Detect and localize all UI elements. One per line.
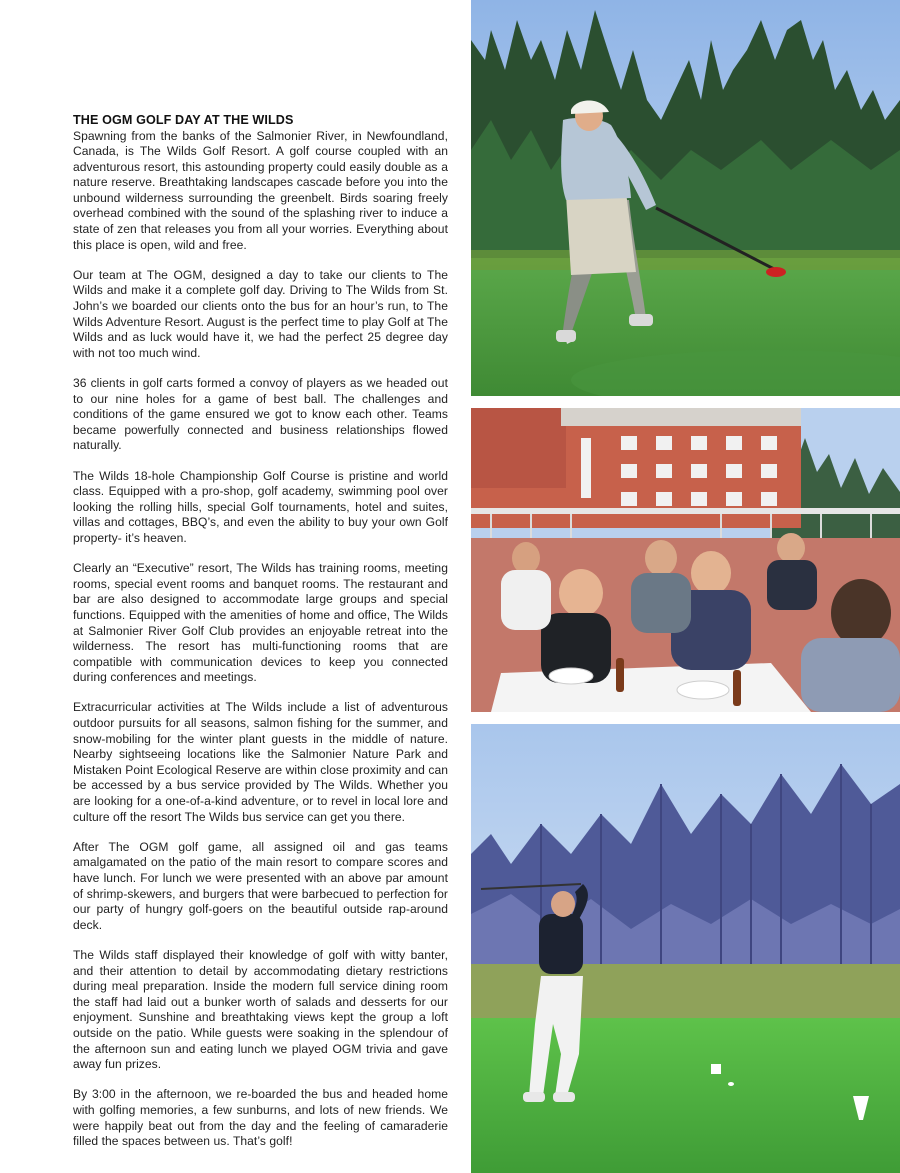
photo-golfer-fairway: [471, 724, 900, 1173]
photo-golfer-driving: [471, 0, 900, 396]
article-paragraph: After The OGM golf game, all assigned oil and gas teams amalgamated on the patio of the main resort to compare scores and have lunch. For lunch we were presented with an above par amount of shrimp-skewers, and burgers that were barbecued to perfection for our party of hungry golf-goers on the beautiful outside rap-around deck.: [73, 839, 448, 932]
article-paragraph: Extracurricular activities at The Wilds include a list of adventurous outdoor pursuits for all seasons, salmon fishing for the summer, and snow-mobiling for the winter plant guests in the middle of nature. Nearby sightseeing locations like the Salmonier Nature Park and Mistaken Point Ecological Reserve are within close proximity and can be accessed by a bus service provided by The Wilds. Whether you are looking for a one-of-a-kind adventure, or to revel in local lore and culture off the resort The Wilds bus service can get you there.: [73, 700, 448, 824]
article-paragraph: Our team at The OGM, designed a day to take our clients to The Wilds and make it a complete golf day. Driving to The Wilds from St. John’s we boarded our clients onto the bus for an hour’s run, to The Wilds Adventure Resort. August is the perfect time to play Golf at The Wilds and as luck would have it, we had the perfect 25 degree day with not too much wind.: [73, 267, 448, 360]
article-paragraph: Spawning from the banks of the Salmonier River, in Newfoundland, Canada, is The Wilds Golf Resort. A golf course coupled with an adventurous resort, this astounding property could easily double as a nature reserve. Breathtaking landscapes cascade before you into the unbound wilderness surrounding the greenbelt. Birds soaring freely overhead combined with the sound of the splashing river to induce a state of zen that releases you from all your worries. Everything about this place is open, wild and free.: [73, 128, 448, 252]
photo-patio-lunch: [471, 408, 900, 712]
article-title: THE OGM GOLF DAY AT THE WILDS: [73, 113, 294, 127]
article-paragraph: The Wilds staff displayed their knowledge of golf with witty banter, and their attention to detail by accommodating dietary restrictions during meal preparation. Inside the modern full service dining room the staff had laid out a bunker worth of salads and desserts for our enjoyment. Sunshine and breathtaking views kept the group a loft outside on the patio. While guests were soaking in the splendour of the afternoon sun and eating lunch we played OGM trivia and gave away fun prizes.: [73, 947, 448, 1072]
article-paragraph: By 3:00 in the afternoon, we re-boarded the bus and headed home with golfing memories, a few sunburns, and lots of new friends. We were happily beat out from the day and the feeling of camaraderie filled the spaces between us. That’s golf!: [73, 1087, 448, 1149]
article-paragraph: The Wilds 18-hole Championship Golf Course is pristine and world class. Equipped with a pro-shop, golf academy, swimming pool over looking the rolling hills, special Golf tournaments, hotel and suites, villas and cottages, BBQ’s, and even the ability to buy your own Golf property- it’s heaven.: [73, 468, 448, 545]
article-paragraph: Clearly an “Executive” resort, The Wilds has training rooms, meeting rooms, special event rooms and banquet rooms. The restaurant and bar are also designed to accommodate large groups and special functions. Equipped with the amenities of home and office, The Wilds at Salmonier River Golf Club provides an enjoyable retreat into the wilderness. The resort has multi-functioning rooms that are compatible with communication devices to keep you connected during conferences and meetings.: [73, 561, 448, 685]
article: [73, 113, 448, 1164]
article-paragraph: 36 clients in golf carts formed a convoy of players as we headed out to our nine holes for a game of best ball. The challenges and conditions of the game ensured we got to know each other. Teams became powerfully connected and business relationships flowed naturally.: [73, 376, 448, 453]
